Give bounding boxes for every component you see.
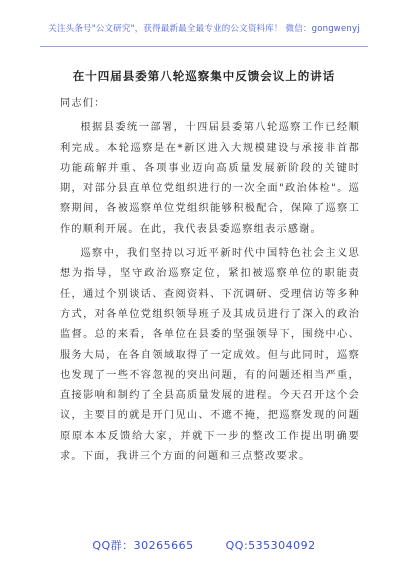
- paragraph-2: 巡察中，我们坚持以习近平新时代中国特色社会主义思想为指导，坚守政治巡察定位，紧扣被巡察单位的职能责任，通过个别谈话、查阅资料、下沉调研、受理信访等多种方式，对各单位党组织领导班子及其成员进行了深入的政治监督。总的来看，各单位在县委的坚强领导下，围绕中心、服务大局，在各自领域取得了一定成效。但与此同时，巡察也发现了一些不容忽视的突出问题，有的问题还相当严重，直接影响和制约了全县高质量发展的进程。今天召开这个会议，主要目的就是开门见山、不遮不掩，把巡察发现的问题原原本本反馈给大家，并就下一步的整改工作提出明确要求。下面，我讲三个方面的问题和三点整改要求。: [60, 248, 360, 463]
- header-divider: [40, 46, 368, 47]
- salutation: 同志们：: [60, 98, 106, 109]
- document-header: [0, 0, 408, 56]
- qq-group-text: QQ群：30265665: [92, 539, 194, 552]
- document-title: 在十四届县委第八轮巡察集中反馈会议上的讲话: [72, 69, 336, 83]
- promo-banner: 关注头条号"公文研究"，获得最新最全最专业的公文资料库！ 微信：gongwenyj: [48, 24, 360, 34]
- document-footer: [0, 537, 408, 553]
- qq-text: QQ:535304092: [225, 539, 316, 552]
- document-body: [60, 94, 360, 471]
- paragraph-1: 根据县委统一部署，十四届县委第八轮巡察工作已经顺利完成。本轮巡察是在*新区进入大规模建设与承接非首都功能疏解并重、各项事业迈向高质量发展新阶段的关键时期，对部分县直单位党组织进行的一次全面"政治体检"。巡察期间，各被巡察单位党组织能够积极配合，保障了巡察工作的顺利开展。在此，我代表县委巡察组表示感谢。: [60, 122, 360, 235]
